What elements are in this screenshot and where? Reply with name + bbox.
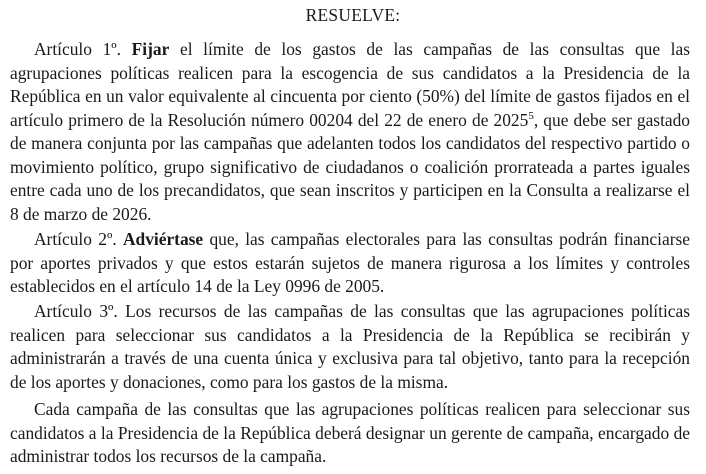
article-1-text: el límite de los gastos de las campañas de las consultas que las agrupaciones políticas realicen para la escogencia de sus candidatos a la Presidencia de la República en un valor equivalente al cincuenta por ciento (50%) del límite de gastos fijados en el artículo primero de la Resolución número 00204 del 22 de enero de 2025 (10, 39, 691, 130)
article-1-text-continued: , que debe ser gastado de manera conjunta por las campañas que adelanten todos los candidatos del respectivo partido o movimiento político, grupo significativo de ciudadanos o coalición prorrateada a partes iguales entre cada uno de los precandidatos, que sean inscritos y participen en la Consulta a realizarse el 8 de marzo de 2026. (10, 109, 691, 224)
article-2-label: Artículo 2º. (34, 229, 117, 249)
article-2-text: que, las campañas electorales para las consultas podrán financiarse por aportes privados y que estos estarán sujetos de manera rigurosa a los límites y controles establecidos en el artículo 14 de la Ley 0996 de 2005. (10, 229, 690, 296)
article-3 (10, 300, 690, 394)
article-1-verb: Fijar (131, 39, 170, 59)
article-2-verb: Adviértase (122, 229, 204, 249)
footnote-ref: 5 (528, 109, 534, 122)
article-1-label: Artículo 1º. (34, 39, 122, 59)
article-1 (10, 38, 690, 226)
closing-paragraph: Cada campaña de las consultas que las agrupaciones políticas realicen para seleccionar sus candidatos a la Presidencia de la República deberá designar un gerente de campaña, encargado de administrar todos los recursos de la campaña. (10, 399, 690, 466)
article-2 (10, 228, 690, 299)
article-3-text: Los recursos de las campañas de las consultas que las agrupaciones políticas realicen para seleccionar sus candidatos a la Presidencia de la República se recibirán y administrarán a través de una cuenta única y exclusiva para tal objetivo, tanto para la recepción de los aportes y donaciones, como para los gastos de la misma. (10, 301, 690, 392)
section-heading: RESUELVE: (305, 5, 401, 25)
article-3-label: Artículo 3º. (34, 301, 118, 321)
